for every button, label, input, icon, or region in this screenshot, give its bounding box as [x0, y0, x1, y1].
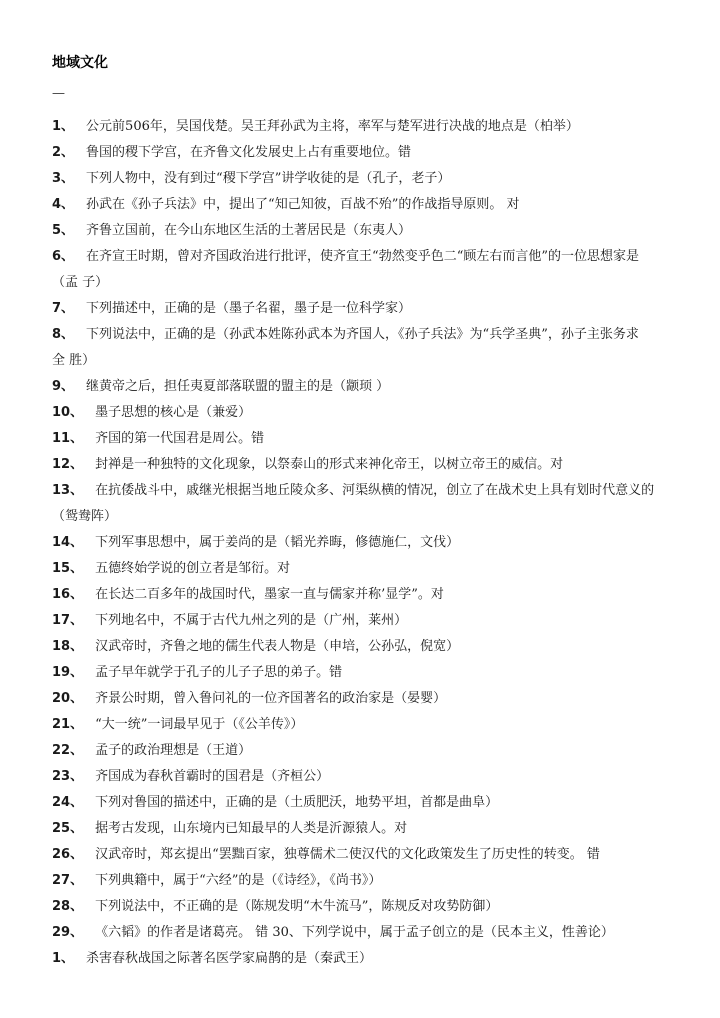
list-item	[52, 452, 676, 478]
list-item	[52, 244, 676, 270]
item-text: 齐国的第一代国君是周公。错	[95, 431, 265, 446]
item-text: 下列人物中，没有到过“稷下学宫”讲学收徒的是（孔子，老子）	[86, 171, 451, 186]
list-item	[52, 634, 676, 660]
list-item	[52, 868, 676, 894]
list-item	[52, 140, 676, 166]
item-number: 21、	[52, 717, 84, 732]
item-number: 28、	[52, 899, 84, 914]
item-number: 20、	[52, 691, 84, 706]
item-number: 10、	[52, 405, 84, 420]
list-item	[52, 608, 676, 634]
list-item	[52, 920, 676, 946]
item-number: 17、	[52, 613, 84, 628]
list-item	[52, 556, 676, 582]
list-item	[52, 166, 676, 192]
item-number: 16、	[52, 587, 84, 602]
item-text: 下列描述中，正确的是（墨子名翟，墨子是一位科学家）	[86, 301, 412, 316]
list-item	[52, 946, 676, 972]
item-continuation: （孟 子）	[52, 275, 109, 290]
item-number: 14、	[52, 535, 84, 550]
item-text: 下列说法中，正确的是（孙武本姓陈孙武本为齐国人，《孙子兵法》为“兵学圣典”，孙子主张务求	[86, 327, 639, 342]
list-item	[52, 530, 676, 556]
item-number: 2、	[52, 145, 75, 160]
list-item	[52, 764, 676, 790]
item-number: 25、	[52, 821, 84, 836]
list-item	[52, 842, 676, 868]
item-number: 22、	[52, 743, 84, 758]
item-text: 在长达二百多年的战国时代，墨家一直与儒家并称’显学”。对	[95, 587, 444, 602]
item-number: 5、	[52, 223, 75, 238]
item-number: 24、	[52, 795, 84, 810]
item-number: 4、	[52, 197, 75, 212]
item-number: 15、	[52, 561, 84, 576]
item-text: 汉武帝时，齐鲁之地的儒生代表人物是（申培，公孙弘，倪宽）	[95, 639, 460, 654]
list-item	[52, 738, 676, 764]
item-text: 下列军事思想中，属于姜尚的是（韬光养晦，修德施仁，文伐）	[95, 535, 460, 550]
list-item	[52, 218, 676, 244]
item-number: 29、	[52, 925, 84, 940]
item-number: 8、	[52, 327, 75, 342]
section-divider: —	[52, 86, 65, 101]
list-item	[52, 660, 676, 686]
list-item	[52, 582, 676, 608]
item-text: 齐景公时期，曾入鲁问礼的一位齐国著名的政治家是（晏婴）	[95, 691, 447, 706]
item-text: 公元前506年，吴国伐楚。吴王拜孙武为主将，率军与楚军进行决战的地点是（柏举）	[86, 119, 579, 134]
item-number: 3、	[52, 171, 75, 186]
item-text: 下列地名中，不属于古代九州之列的是（广州，莱州）	[95, 613, 408, 628]
list-item	[52, 400, 676, 426]
item-number: 26、	[52, 847, 84, 862]
item-number: 7、	[52, 301, 75, 316]
item-text: 在抗倭战斗中，戚继光根据当地丘陵众多、河渠纵横的情况，创立了在战术史上具有划时代意义的	[95, 483, 655, 498]
item-text: 孟子的政治理想是（王道）	[95, 743, 252, 758]
page-title: 地域文化	[52, 55, 108, 71]
item-text: 据考古发现，山东境内已知最早的人类是沂源猿人。对	[95, 821, 408, 836]
item-text: 五德终始学说的创立者是邹衍。对	[95, 561, 291, 576]
list-item	[52, 426, 676, 452]
item-number: 6、	[52, 249, 75, 264]
item-continuation: 全 胜）	[52, 353, 96, 368]
item-text: 下列对鲁国的描述中，正确的是（土质肥沃，地势平坦，首都是曲阜）	[95, 795, 499, 810]
list-item	[52, 686, 676, 712]
item-text: 杀害春秋战国之际著名医学家扁鹊的是（秦武王）	[86, 951, 373, 966]
item-text: 继黄帝之后，担任夷夏部落联盟的盟主的是（颛顼 ）	[86, 379, 390, 394]
item-text: 下列说法中，不正确的是（陈规发明“木牛流马”，陈规反对攻势防御）	[95, 899, 499, 914]
list-item	[52, 894, 676, 920]
item-text: 下列典籍中，属于“六经”的是（《诗经》，《尚书》）	[95, 873, 382, 888]
item-number: 18、	[52, 639, 84, 654]
item-text: “大一统”一词最早见于（《公羊传》）	[95, 717, 304, 732]
item-text: 汉武帝时，郑玄提出“罢黜百家，独尊儒术二使汉代的文化政策发生了历史性的转变。 错	[95, 847, 600, 862]
item-text: 墨子思想的核心是（兼爱）	[95, 405, 252, 420]
list-item	[52, 816, 676, 842]
list-item	[52, 322, 676, 348]
list-item	[52, 296, 676, 322]
item-number: 27、	[52, 873, 84, 888]
item-text: 封禅是一种独特的文化现象，以祭泰山的形式来神化帝王，以树立帝王的威信。对	[95, 457, 564, 472]
item-continuation: （鸳鸯阵）	[52, 509, 118, 524]
item-number: 11、	[52, 431, 84, 446]
item-text: 鲁国的稷下学宫，在齐鲁文化发展史上占有重要地位。错	[86, 145, 412, 160]
item-number: 1、	[52, 119, 75, 134]
item-number: 9、	[52, 379, 75, 394]
item-text: 孟子早年就学于孔子的儿子子思的弟子。错	[95, 665, 343, 680]
item-text: 齐国成为春秋首霸时的国君是（齐桓公）	[95, 769, 330, 784]
item-number: 12、	[52, 457, 84, 472]
question-list	[52, 114, 676, 972]
list-item	[52, 712, 676, 738]
item-text: 《六韬》的作者是诸葛亮。 错 30、下列学说中，属于孟子创立的是（民本主义，性善论）	[95, 925, 614, 940]
item-number: 13、	[52, 483, 84, 498]
item-number: 1、	[52, 951, 75, 966]
item-number: 19、	[52, 665, 84, 680]
list-item	[52, 114, 676, 140]
list-item	[52, 478, 676, 504]
list-item	[52, 374, 676, 400]
list-item	[52, 790, 676, 816]
item-text: 齐鲁立国前，在今山东地区生活的土著居民是（东夷人）	[86, 223, 412, 238]
item-text: 孙武在《孙子兵法》中，提出了“知己知彼，百战不殆”的作战指导原则。 对	[86, 197, 520, 212]
item-number: 23、	[52, 769, 84, 784]
list-item	[52, 192, 676, 218]
item-text: 在齐宣王时期，曾对齐国政治进行批评，使齐宣王“勃然变乎色二“顾左右而言他”的一位思想家是	[86, 249, 639, 264]
